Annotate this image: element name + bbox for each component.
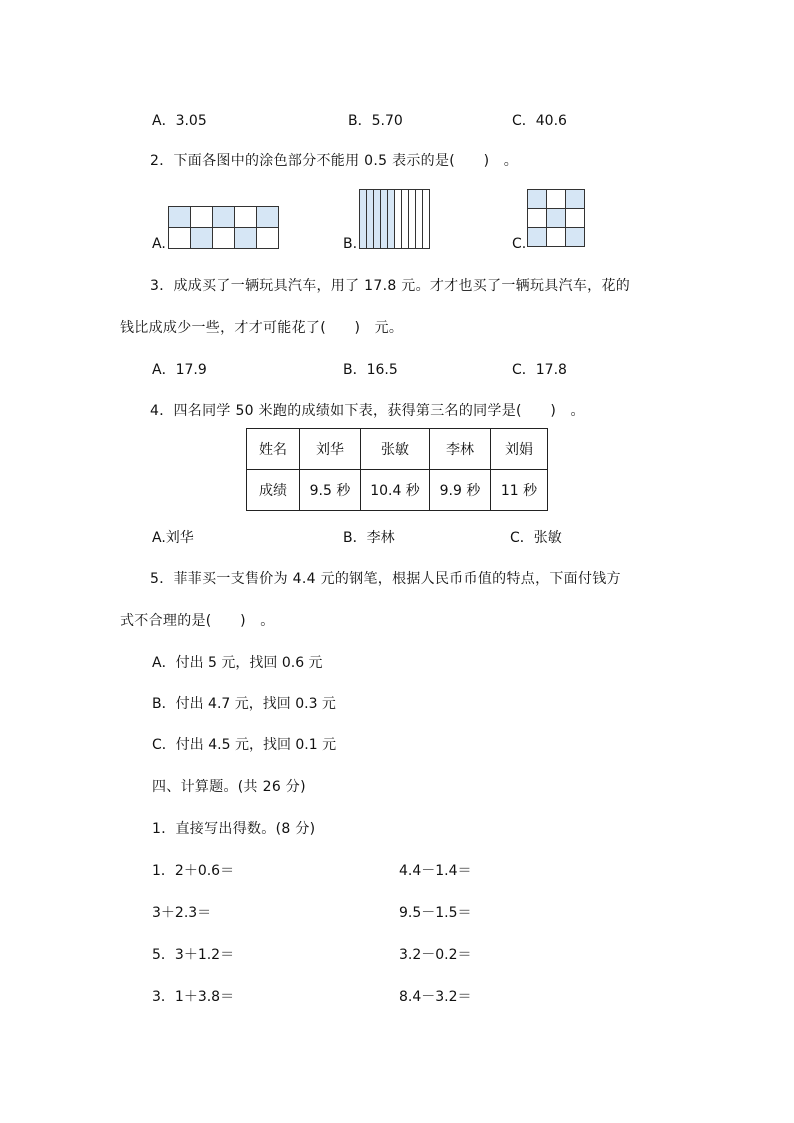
q3-option-b: B．16.5: [343, 362, 398, 378]
calc-left-4: 3．1＋3.8＝: [152, 989, 235, 1005]
q4-score-table: [246, 428, 548, 511]
q4-text: 4．四名同学 50 米跑的成绩如下表，获得第三名的同学是( ) 。: [150, 403, 585, 419]
q5-option-a: A．付出 5 元，找回 0.6 元: [152, 655, 323, 671]
q5-text-line2: 式不合理的是( ) 。: [120, 613, 275, 629]
table-cell: 刘华: [300, 429, 361, 470]
q4-option-a: A.刘华: [152, 530, 194, 546]
table-cell: 李林: [430, 429, 491, 470]
q1-option-c: C．40.6: [512, 113, 567, 129]
q3-option-c: C．17.8: [512, 362, 567, 378]
q2-figure-b: [359, 189, 430, 249]
q2-label-a: A.: [152, 236, 166, 252]
calc-question-title: 1．直接写出得数。(8 分): [152, 821, 316, 837]
q1-option-a: A．3.05: [152, 113, 207, 129]
q2-figure-a: [168, 206, 279, 249]
calc-right-2: 9.5－1.5＝: [399, 905, 472, 921]
q2-figure-c: [527, 189, 585, 247]
table-cell: 9.9 秒: [430, 470, 491, 511]
section-title: 四、计算题。(共 26 分): [152, 779, 306, 795]
calc-right-3: 3.2－0.2＝: [399, 947, 472, 963]
calc-left-3: 5．3＋1.2＝: [152, 947, 235, 963]
q3-text-line1: 3．成成买了一辆玩具汽车，用了 17.8 元。才才也买了一辆玩具汽车，花的: [150, 278, 631, 294]
table-cell: 成绩: [247, 470, 300, 511]
q2-label-c: C.: [512, 236, 527, 252]
q3-text-line2: 钱比成成少一些，才才可能花了( ) 元。: [120, 320, 404, 336]
q4-option-b: B．李林: [343, 530, 395, 546]
q5-text-line1: 5．菲菲买一支售价为 4.4 元的钢笔，根据人民币币值的特点，下面付钱方: [150, 571, 621, 587]
table-cell: 张敏: [361, 429, 430, 470]
table-cell: 11 秒: [491, 470, 548, 511]
calc-left-1: 1．2＋0.6＝: [152, 863, 235, 879]
calc-left-2: 3＋2.3＝: [152, 905, 212, 921]
table-row: [247, 429, 548, 470]
table-cell: 刘娟: [491, 429, 548, 470]
table-row: [247, 470, 548, 511]
q4-option-c: C．张敏: [510, 530, 562, 546]
q2-label-b: B.: [343, 236, 358, 252]
q3-option-a: A．17.9: [152, 362, 207, 378]
q5-option-c: C．付出 4.5 元，找回 0.1 元: [152, 737, 337, 753]
table-cell: 姓名: [247, 429, 300, 470]
table-cell: 9.5 秒: [300, 470, 361, 511]
calc-right-4: 8.4－3.2＝: [399, 989, 472, 1005]
q5-option-b: B．付出 4.7 元，找回 0.3 元: [152, 696, 336, 712]
calc-right-1: 4.4－1.4＝: [399, 863, 472, 879]
table-cell: 10.4 秒: [361, 470, 430, 511]
q2-text: 2．下面各图中的涂色部分不能用 0.5 表示的是( ) 。: [150, 153, 518, 169]
q1-option-b: B．5.70: [348, 113, 403, 129]
